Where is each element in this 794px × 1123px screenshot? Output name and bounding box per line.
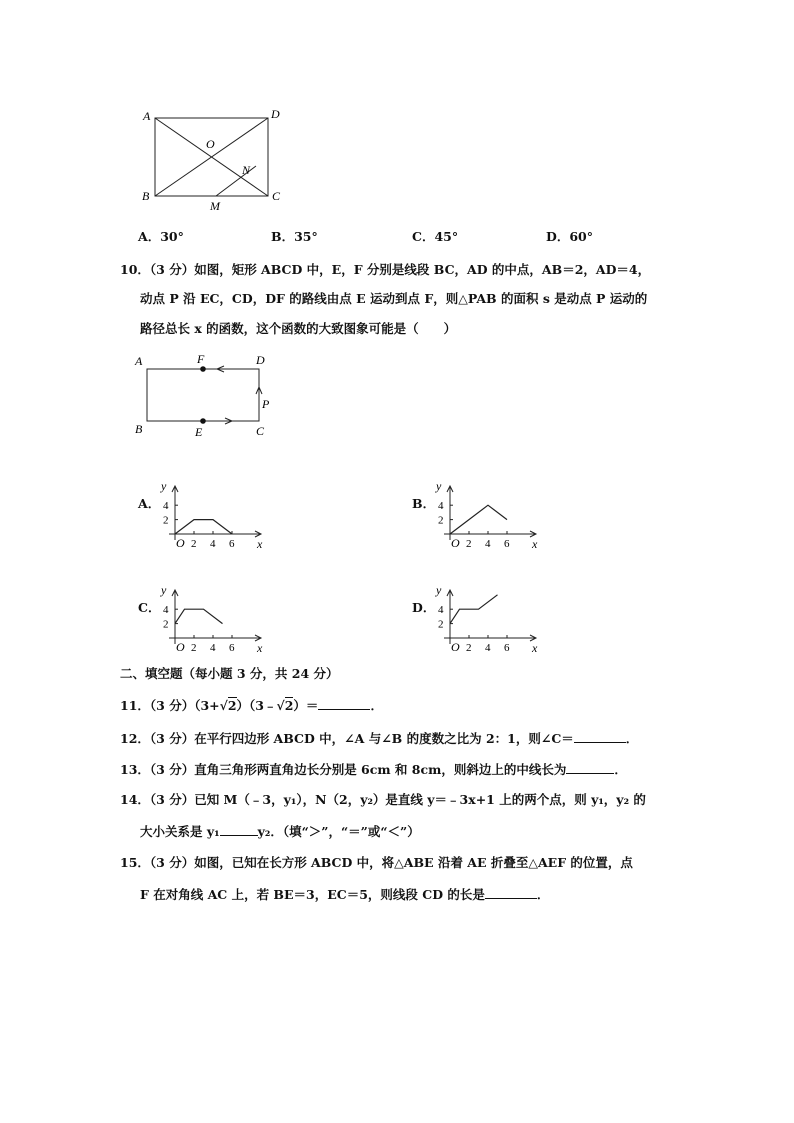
x-tick-label: 6 xyxy=(504,538,510,550)
y-tick-label: 4 xyxy=(163,604,169,617)
q9-figure xyxy=(130,100,300,218)
x-tick-label: 4 xyxy=(485,642,491,654)
q10-label-f: F xyxy=(197,352,205,366)
q10-graph-a xyxy=(155,448,270,552)
q15-line2 xyxy=(140,886,549,903)
q11-mid: ）（3﹣ xyxy=(236,698,277,713)
q12-answer-blank[interactable] xyxy=(574,730,626,743)
y-axis-label: y xyxy=(161,479,167,493)
y-tick-label: 2 xyxy=(438,618,444,631)
q10-figure xyxy=(132,348,282,443)
q15-end: ． xyxy=(536,887,550,902)
option-letter: A． xyxy=(138,229,161,244)
y-tick-label: 2 xyxy=(438,514,444,527)
x-tick-label: 4 xyxy=(210,538,216,550)
q10-option-a[interactable]: A． xyxy=(138,496,161,511)
q10-label-p: P xyxy=(262,397,270,411)
q14-answer-blank[interactable] xyxy=(220,823,258,836)
q10-line1: 10．（3 分）如图，矩形 ABCD 中，E，F 分别是线段 BC，AD 的中点，AB＝2，AD＝4， xyxy=(120,262,651,277)
q10-line2: 动点 P 沿 EC，CD，DF 的路线由点 E 运动到点 F，则△PAB 的面积 s 是动点 P 运动的 xyxy=(140,291,648,306)
q15-line1: 15．（3 分）如图，已知在长方形 ABCD 中，将△ABE 沿着 AE 折叠至△AEF 的位置，点 xyxy=(120,855,633,870)
x-axis-label: x xyxy=(532,537,538,551)
q9-label-m: M xyxy=(210,199,220,213)
x-tick-label: 6 xyxy=(504,642,510,654)
q14-line2-post: y₂．（填“＞”，“＝”或“＜”） xyxy=(257,824,420,839)
q13-answer-blank[interactable] xyxy=(566,761,614,774)
x-axis-label: x xyxy=(532,641,538,655)
sqrt-icon: √ xyxy=(219,698,228,713)
series-line xyxy=(175,520,232,534)
option-text: 35° xyxy=(294,229,318,244)
option-letter: B． xyxy=(271,229,295,244)
q9-label-c: C xyxy=(272,189,281,203)
origin-label: O xyxy=(451,536,460,550)
origin-label: O xyxy=(176,640,185,654)
q10-option-b[interactable]: B． xyxy=(412,496,436,511)
q10-graph-d xyxy=(430,552,545,656)
option-letter: C． xyxy=(412,229,435,244)
q14-line2 xyxy=(140,823,420,840)
q9-label-o: O xyxy=(206,137,215,151)
q10-graph-b xyxy=(430,448,545,552)
option-text: 45° xyxy=(434,229,459,244)
q10-line3: 路径总长 x 的函数，这个函数的大致图象可能是（ ） xyxy=(140,321,457,336)
x-tick-label: 2 xyxy=(191,642,197,654)
q13 xyxy=(120,761,627,778)
q13-end: ． xyxy=(614,762,627,777)
q10-graph-c xyxy=(155,552,270,656)
q10-label-a: A xyxy=(135,354,143,368)
q10-label-b: B xyxy=(135,422,143,436)
y-axis-label: y xyxy=(161,583,167,597)
q10-label-d: D xyxy=(256,353,265,367)
origin-label: O xyxy=(451,640,460,654)
q10-option-c[interactable]: C． xyxy=(138,600,161,615)
q13-text: 13．（3 分）直角三角形两直角边长分别是 6cm 和 8cm，则斜边上的中线长为 xyxy=(120,762,567,777)
y-tick-label: 2 xyxy=(163,514,169,527)
q9-option-a[interactable] xyxy=(138,229,184,245)
series-line xyxy=(450,595,498,624)
option-text: 60° xyxy=(569,229,593,244)
series-line xyxy=(450,505,507,534)
q9-option-c[interactable] xyxy=(412,229,458,245)
q9-option-d[interactable] xyxy=(546,229,593,245)
q10-option-d[interactable]: D． xyxy=(412,600,436,615)
q9-label-a: A xyxy=(143,109,151,123)
option-letter: D． xyxy=(546,229,570,244)
x-tick-label: 4 xyxy=(210,642,216,654)
x-tick-label: 6 xyxy=(229,642,235,654)
q11-end: ． xyxy=(370,698,383,713)
y-tick-label: 4 xyxy=(438,604,444,617)
q11-suffix: ）＝ xyxy=(293,698,319,713)
q11-radicand-1: 2 xyxy=(227,698,237,713)
q14-line2-pre: 大小关系是 y₁ xyxy=(140,824,220,839)
x-tick-label: 2 xyxy=(191,538,197,550)
q9-option-b[interactable] xyxy=(271,229,318,245)
q9-label-d: D xyxy=(271,107,280,121)
origin-label: O xyxy=(176,536,185,550)
y-axis-label: y xyxy=(436,583,442,597)
q11-answer-blank[interactable] xyxy=(318,697,370,710)
y-tick-label: 4 xyxy=(438,500,444,513)
x-axis-label: x xyxy=(257,641,263,655)
q10-point-e xyxy=(200,418,206,424)
y-tick-label: 2 xyxy=(163,618,169,631)
q10-rectangle xyxy=(147,369,259,421)
q14-line1: 14．（3 分）已知 M（﹣3，y₁），N（2，y₂）是直线 y＝﹣3x+1 上的两个点，则 y₁，y₂ 的 xyxy=(120,792,646,807)
q10-label-e: E xyxy=(195,425,203,439)
q10-point-f xyxy=(200,366,206,372)
q9-label-b: B xyxy=(142,189,150,203)
section-heading: 二、填空题（每小题 3 分，共 24 分） xyxy=(120,666,339,681)
q12 xyxy=(120,730,638,747)
q10-label-c: C xyxy=(256,424,265,438)
x-axis-label: x xyxy=(257,537,263,551)
series-line xyxy=(175,609,223,623)
x-tick-label: 6 xyxy=(229,538,235,550)
q12-text: 12．（3 分）在平行四边形 ABCD 中，∠A 与∠B 的度数之比为 2：1，则∠C＝ xyxy=(120,731,574,746)
q11 xyxy=(120,697,383,714)
x-tick-label: 2 xyxy=(466,538,472,550)
q9-label-n: N xyxy=(242,163,251,177)
x-tick-label: 4 xyxy=(485,538,491,550)
q11-radicand-2: 2 xyxy=(284,698,294,713)
option-text: 30° xyxy=(160,229,184,244)
q15-line2-text: F 在对角线 AC 上，若 BE＝3，EC＝5，则线段 CD 的长是 xyxy=(140,887,485,902)
sqrt-icon: √ xyxy=(276,698,285,713)
x-tick-label: 2 xyxy=(466,642,472,654)
y-axis-label: y xyxy=(436,479,442,493)
y-tick-label: 4 xyxy=(163,500,169,513)
q11-prefix: 11．（3 分）（3+ xyxy=(120,698,220,713)
q15-answer-blank[interactable] xyxy=(485,886,537,899)
q12-end: ． xyxy=(625,731,639,746)
